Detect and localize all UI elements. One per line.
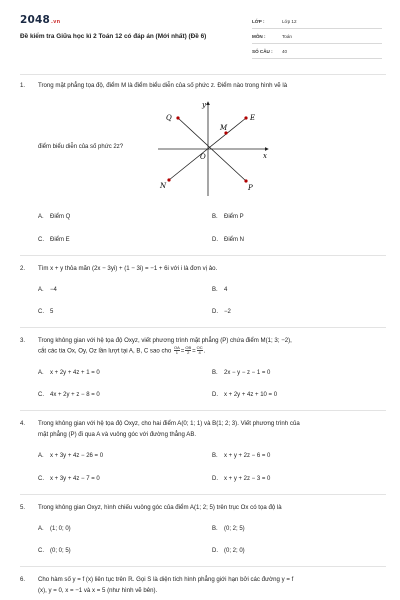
option-d[interactable]: D. x + y + 2z − 3 = 0 — [212, 476, 271, 482]
point-q — [176, 116, 179, 119]
option-a[interactable]: A. Điểm Q — [38, 214, 71, 220]
label-o: O — [200, 153, 206, 161]
page-header — [0, 0, 400, 62]
label-e: E — [250, 114, 256, 122]
option-b[interactable]: B. 4 — [212, 287, 228, 293]
option-c[interactable]: C. 5 — [38, 309, 54, 315]
label-n: N — [160, 182, 167, 190]
question-text-cont: (x), y = 0, x = −1 và x = 5 (như hình vẽ bên). — [38, 587, 158, 594]
meta-value: Toán — [282, 33, 292, 39]
divider — [20, 255, 386, 256]
question-text: Tìm x + y thỏa mãn (2x − 3yi) + (1 − 3i) = −1 + 6i với i là đơn vị ảo. — [38, 265, 218, 272]
question-1-caption: điểm biểu diễn của số phức 2z? — [38, 144, 124, 150]
question-text: Trong không gian với hệ tọa độ Oxyz, viết phương trình mặt phẳng (P) chứa điểm M(1; 3; −2), — [38, 337, 292, 344]
meta-row-subject — [252, 29, 382, 44]
label-y: y — [202, 101, 206, 109]
question-text-cont: mặt phẳng (P) đi qua A và vuông góc với đường thẳng AB. — [38, 431, 197, 438]
divider — [20, 566, 386, 567]
option-b[interactable]: B. x + y + 2z − 6 = 0 — [212, 453, 271, 459]
question-number: 1. — [20, 82, 26, 89]
option-c[interactable]: C. x + 3y + 4z − 7 = 0 — [38, 476, 100, 482]
option-a[interactable]: A. x + 3y + 4z − 26 = 0 — [38, 453, 104, 459]
document-title: Đề kiểm tra Giữa học kì 2 Toán 12 có đáp án (Mới nhất) (Đề 6) — [20, 33, 207, 40]
label-p: P — [248, 184, 253, 192]
option-c[interactable]: C. 4x + 2y + z − 8 = 0 — [38, 392, 100, 398]
question-number: 6. — [20, 576, 26, 583]
option-b[interactable]: B. 2x − y − z − 1 = 0 — [212, 370, 271, 376]
meta-row-count — [252, 44, 382, 59]
complex-plane-figure — [140, 98, 270, 198]
question-number: 2. — [20, 265, 26, 272]
question-text: Cho hàm số y = f (x) liên tục trên ℝ. Gọi S là diện tích hình phẳng giới hạn bởi các đường y = f — [38, 576, 294, 583]
option-d[interactable]: D. x + 2y + 4z + 10 = 0 — [212, 392, 278, 398]
option-d[interactable]: D. (0; 2; 0) — [212, 548, 245, 554]
label-q: Q — [166, 114, 172, 122]
logo-main: 2048 — [20, 14, 51, 26]
document-meta — [252, 14, 382, 59]
question-number: 3. — [20, 337, 26, 344]
meta-key: SỐ CÂU : — [252, 48, 273, 54]
label-x: x — [263, 152, 267, 160]
question-number: 4. — [20, 420, 26, 427]
divider — [20, 74, 386, 75]
question-text: Trong không gian với hệ tọa độ Oxyz, cho hai điểm A(0; 1; 1) và B(1; 2; 3). Viết phương trình của — [38, 420, 300, 427]
fraction-ob: $\frac{OB}{2}$ — [185, 345, 192, 356]
divider — [20, 410, 386, 411]
option-a[interactable]: A. −4 — [38, 287, 57, 293]
meta-row-class — [252, 14, 382, 29]
option-d[interactable]: D. Điểm N — [212, 237, 245, 243]
point-p — [244, 179, 247, 182]
meta-key: LỚP : — [252, 18, 265, 24]
question-text: Trong không gian Oxyz, hình chiếu vuông góc của điểm A(1; 2; 5) trên trục Ox có tọa độ là — [38, 504, 282, 511]
site-logo[interactable] — [20, 14, 60, 26]
line-q-p — [178, 118, 246, 181]
option-a[interactable]: A. (1; 0; 0) — [38, 526, 71, 532]
point-e — [244, 116, 247, 119]
divider — [20, 327, 386, 328]
question-number: 5. — [20, 504, 26, 511]
meta-value: Lớp 12 — [282, 18, 297, 24]
meta-value: 40 — [282, 48, 288, 54]
divider — [20, 494, 386, 495]
option-d[interactable]: D. −2 — [212, 309, 231, 315]
fraction-oa: $\frac{OA}{1}$ — [173, 345, 180, 356]
option-c[interactable]: C. Điểm E — [38, 237, 70, 243]
option-b[interactable]: B. Điểm P — [212, 214, 244, 220]
option-c[interactable]: C. (0; 0; 5) — [38, 548, 71, 554]
option-a[interactable]: A. x + 2y + 4z + 1 = 0 — [38, 370, 100, 376]
point-n — [167, 178, 170, 181]
label-m: M — [220, 124, 228, 132]
option-b[interactable]: B. (0; 2; 5) — [212, 526, 245, 532]
meta-key: MÔN : — [252, 33, 266, 39]
logo-tld: .vn — [51, 19, 61, 25]
fraction-oc: $\frac{OC}{4}$ — [196, 345, 203, 356]
question-text-cont: cắt các tia Ox, Oy, Oz lần lượt tại A, B, C sao cho — [38, 347, 172, 355]
question-text: Trong mặt phẳng tọa độ, điểm M là điểm biểu diễn của số phức z. Điểm nào trong hình vẽ là — [38, 82, 288, 89]
